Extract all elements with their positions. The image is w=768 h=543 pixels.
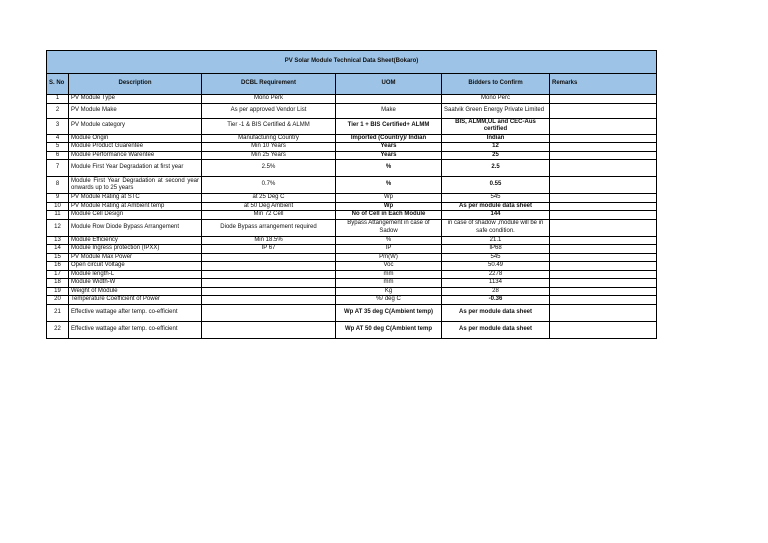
row-bidders-confirm: Saatvik Green Energy Private Limited bbox=[442, 103, 550, 118]
row-bidders-confirm: 2.5 bbox=[442, 160, 550, 177]
table-row bbox=[47, 253, 657, 262]
row-dcbl-requirement bbox=[202, 279, 336, 288]
row-dcbl-requirement bbox=[202, 270, 336, 279]
row-remarks bbox=[550, 287, 657, 296]
row-uom: No of Cell in Each Module bbox=[336, 211, 442, 220]
row-description: Module Origin bbox=[69, 134, 202, 143]
row-dcbl-requirement bbox=[202, 287, 336, 296]
row-bidders-confirm: IP68 bbox=[442, 245, 550, 254]
row-dcbl-requirement: Diode Bypass arrangement required bbox=[202, 219, 336, 236]
row-remarks bbox=[550, 253, 657, 262]
table-row bbox=[47, 279, 657, 288]
row-uom: IP bbox=[336, 245, 442, 254]
row-sno: 4 bbox=[47, 134, 69, 143]
row-uom: mm bbox=[336, 270, 442, 279]
table-row bbox=[47, 143, 657, 152]
table-row bbox=[47, 103, 657, 118]
row-dcbl-requirement: Min 10 Years bbox=[202, 143, 336, 152]
row-remarks bbox=[550, 296, 657, 305]
header-dcbl-requirement: DCBL Requirement bbox=[202, 74, 336, 95]
row-sno: 8 bbox=[47, 177, 69, 194]
table-row bbox=[47, 95, 657, 104]
row-bidders-confirm: 144 bbox=[442, 211, 550, 220]
row-bidders-confirm: 545 bbox=[442, 194, 550, 203]
row-remarks bbox=[550, 245, 657, 254]
header-remarks: Remarks bbox=[550, 74, 657, 95]
row-bidders-confirm: -0.36 bbox=[442, 296, 550, 305]
row-dcbl-requirement: Min 72 Cell bbox=[202, 211, 336, 220]
row-description: Module length-L bbox=[69, 270, 202, 279]
table-row bbox=[47, 177, 657, 194]
row-dcbl-requirement bbox=[202, 253, 336, 262]
row-sno: 7 bbox=[47, 160, 69, 177]
row-uom: Wp bbox=[336, 194, 442, 203]
table-row bbox=[47, 270, 657, 279]
row-uom: mm bbox=[336, 279, 442, 288]
row-uom: Voc bbox=[336, 262, 442, 271]
row-bidders-confirm: As per module data sheet bbox=[442, 304, 550, 321]
row-bidders-confirm: BIS, ALMM,UL and CEC-Aus certified bbox=[442, 118, 550, 134]
row-sno: 12 bbox=[47, 219, 69, 236]
row-uom: Wp AT 35 deg C(Ambient temp) bbox=[336, 304, 442, 321]
header-sno: S. No bbox=[47, 74, 69, 95]
data-sheet-table bbox=[46, 50, 657, 339]
row-description: Module Width-W bbox=[69, 279, 202, 288]
row-bidders-confirm: As per module data sheet bbox=[442, 321, 550, 338]
row-sno: 1 bbox=[47, 95, 69, 104]
row-description: Module Ingress protection (IPXX) bbox=[69, 245, 202, 254]
row-description: Module Cell Design bbox=[69, 211, 202, 220]
row-dcbl-requirement: Min 18.5% bbox=[202, 236, 336, 245]
row-sno: 16 bbox=[47, 262, 69, 271]
row-uom: Wp bbox=[336, 202, 442, 211]
row-description: Weight of Module bbox=[69, 287, 202, 296]
row-description: Module Product Guarentee bbox=[69, 143, 202, 152]
header-description: Description bbox=[69, 74, 202, 95]
table-row bbox=[47, 211, 657, 220]
row-dcbl-requirement: at 50 Deg Ambient bbox=[202, 202, 336, 211]
row-uom: Bypass Attangement in case of Sadow bbox=[336, 219, 442, 236]
row-remarks bbox=[550, 160, 657, 177]
row-uom: % bbox=[336, 160, 442, 177]
row-description: PV Module Rating at Ambient temp bbox=[69, 202, 202, 211]
row-sno: 20 bbox=[47, 296, 69, 305]
row-description: PV Module Rating at STC bbox=[69, 194, 202, 203]
row-remarks bbox=[550, 134, 657, 143]
row-bidders-confirm: 0.55 bbox=[442, 177, 550, 194]
row-uom: Kg bbox=[336, 287, 442, 296]
row-uom: Years bbox=[336, 151, 442, 160]
row-description: PV Module Max Power bbox=[69, 253, 202, 262]
row-remarks bbox=[550, 304, 657, 321]
row-dcbl-requirement: Min 25 Years bbox=[202, 151, 336, 160]
row-bidders-confirm: Mono Perc bbox=[442, 95, 550, 104]
row-description: Module First Year Degradation at first year bbox=[69, 160, 202, 177]
row-bidders-confirm: 28 bbox=[442, 287, 550, 296]
row-remarks bbox=[550, 219, 657, 236]
table-row bbox=[47, 245, 657, 254]
row-description: Module First Year Degradation at second year onwards up to 25 years bbox=[69, 177, 202, 194]
row-description: Module Performance Warentee bbox=[69, 151, 202, 160]
row-sno: 11 bbox=[47, 211, 69, 220]
row-description: Open circuit Voltage bbox=[69, 262, 202, 271]
row-dcbl-requirement bbox=[202, 262, 336, 271]
row-uom: Tier 1 + BIS Certified+ ALMM bbox=[336, 118, 442, 134]
row-dcbl-requirement: IP 67 bbox=[202, 245, 336, 254]
row-bidders-confirm: As per module data sheet bbox=[442, 202, 550, 211]
row-sno: 13 bbox=[47, 236, 69, 245]
row-sno: 17 bbox=[47, 270, 69, 279]
row-sno: 22 bbox=[47, 321, 69, 338]
row-sno: 15 bbox=[47, 253, 69, 262]
table-row bbox=[47, 202, 657, 211]
row-bidders-confirm: 12 bbox=[442, 143, 550, 152]
row-sno: 2 bbox=[47, 103, 69, 118]
row-uom: % bbox=[336, 236, 442, 245]
row-remarks bbox=[550, 194, 657, 203]
row-remarks bbox=[550, 236, 657, 245]
row-dcbl-requirement: at 25 Deg C bbox=[202, 194, 336, 203]
row-uom: Pm(W) bbox=[336, 253, 442, 262]
row-bidders-confirm: in case of shadow ,module will be in safe condition. bbox=[442, 219, 550, 236]
row-sno: 9 bbox=[47, 194, 69, 203]
row-remarks bbox=[550, 103, 657, 118]
row-remarks bbox=[550, 211, 657, 220]
row-bidders-confirm: 2278 bbox=[442, 270, 550, 279]
row-bidders-confirm: 21.1 bbox=[442, 236, 550, 245]
row-sno: 10 bbox=[47, 202, 69, 211]
table-row bbox=[47, 287, 657, 296]
row-remarks bbox=[550, 321, 657, 338]
row-remarks bbox=[550, 118, 657, 134]
row-sno: 3 bbox=[47, 118, 69, 134]
row-remarks bbox=[550, 151, 657, 160]
row-description: PV Module category bbox=[69, 118, 202, 134]
table-row bbox=[47, 236, 657, 245]
row-remarks bbox=[550, 270, 657, 279]
row-uom: Years bbox=[336, 143, 442, 152]
row-remarks bbox=[550, 262, 657, 271]
sheet-title: PV Solar Module Technical Data Sheet(Bokaro) bbox=[47, 51, 657, 74]
row-sno: 5 bbox=[47, 143, 69, 152]
row-sno: 19 bbox=[47, 287, 69, 296]
row-dcbl-requirement bbox=[202, 304, 336, 321]
row-dcbl-requirement: Tier -1 & BIS Certified & ALMM bbox=[202, 118, 336, 134]
row-uom: % bbox=[336, 177, 442, 194]
row-description: Effective wattage after temp. co-efficient bbox=[69, 304, 202, 321]
row-bidders-confirm: Indian bbox=[442, 134, 550, 143]
row-description: Module Efficiency bbox=[69, 236, 202, 245]
table-row bbox=[47, 262, 657, 271]
row-description: Temperature Coefficient of Power bbox=[69, 296, 202, 305]
row-dcbl-requirement: 0.7% bbox=[202, 177, 336, 194]
row-remarks bbox=[550, 143, 657, 152]
row-description: Effective wattage after temp. co-efficient bbox=[69, 321, 202, 338]
row-uom: Make bbox=[336, 103, 442, 118]
row-bidders-confirm: 545 bbox=[442, 253, 550, 262]
row-dcbl-requirement: Manufacturing Country bbox=[202, 134, 336, 143]
row-description: PV Module Make bbox=[69, 103, 202, 118]
row-sno: 21 bbox=[47, 304, 69, 321]
row-sno: 6 bbox=[47, 151, 69, 160]
table-row bbox=[47, 118, 657, 134]
row-bidders-confirm: 1134 bbox=[442, 279, 550, 288]
header-bidders-confirm: Bidders to Confirm bbox=[442, 74, 550, 95]
row-dcbl-requirement: Mono Perk bbox=[202, 95, 336, 104]
row-remarks bbox=[550, 95, 657, 104]
table-row bbox=[47, 296, 657, 305]
row-bidders-confirm: 50.49 bbox=[442, 262, 550, 271]
row-dcbl-requirement bbox=[202, 321, 336, 338]
table-row bbox=[47, 134, 657, 143]
header-uom: UOM bbox=[336, 74, 442, 95]
row-description: Module Row Diode Bypass Arrangement bbox=[69, 219, 202, 236]
table-row bbox=[47, 151, 657, 160]
table-row bbox=[47, 194, 657, 203]
row-uom: Wp AT 50 deg C(Ambient temp bbox=[336, 321, 442, 338]
table-row bbox=[47, 160, 657, 177]
row-uom: %/ deg C bbox=[336, 296, 442, 305]
row-dcbl-requirement bbox=[202, 296, 336, 305]
row-bidders-confirm: 25 bbox=[442, 151, 550, 160]
row-remarks bbox=[550, 279, 657, 288]
table-row bbox=[47, 219, 657, 236]
row-remarks bbox=[550, 177, 657, 194]
row-remarks bbox=[550, 202, 657, 211]
row-dcbl-requirement: As per approved Vendor List bbox=[202, 103, 336, 118]
row-uom: Imported (Country)/ Indian bbox=[336, 134, 442, 143]
row-uom bbox=[336, 95, 442, 104]
table-row bbox=[47, 304, 657, 321]
row-sno: 14 bbox=[47, 245, 69, 254]
table-row bbox=[47, 321, 657, 338]
row-sno: 18 bbox=[47, 279, 69, 288]
row-description: PV Module Type bbox=[69, 95, 202, 104]
row-dcbl-requirement: 2.5% bbox=[202, 160, 336, 177]
